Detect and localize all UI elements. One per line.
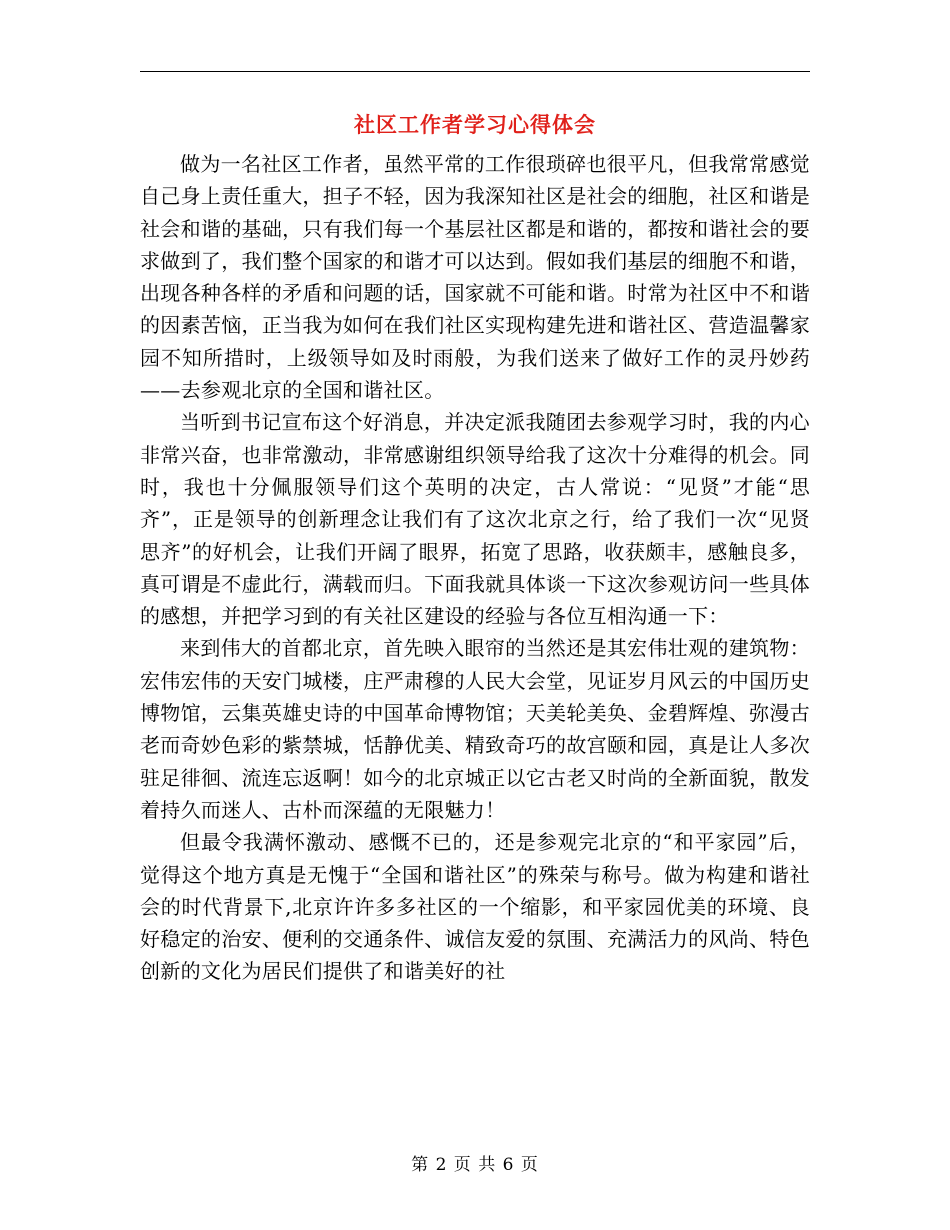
paragraph-2: 当听到书记宣布这个好消息，并决定派我随团去参观学习时，我的内心非常兴奋，也非常激动，非常感谢组织领导给我了这次十分难得的机会。同时，我也十分佩服领导们这个英明的决定，古人常说：“见贤”才能“思齐”，正是领导的创新理念让我们有了这次北京之行，给了我们一次“见贤思齐”的好机会，让我们开阔了眼界，拓宽了思路，收获颇丰，感触良多，真可谓是不虚此行，满载而归。下面我就具体谈一下这次参观访问一些具体的感想，并把学习到的有关社区建设的经验与各位互相沟通一下：	[140, 410, 810, 629]
document-title: 社区工作者学习心得体会	[354, 112, 596, 137]
paragraph-3: 来到伟大的首都北京，首先映入眼帘的当然还是其宏伟壮观的建筑物：宏伟宏伟的天安门城楼，庄严肃穆的人民大会堂，见证岁月风云的中国历史博物馆，云集英雄史诗的中国革命博物馆；天美轮美奂、金碧辉煌、弥漫古老而奇妙色彩的紫禁城，恬静优美、精致奇巧的故宫颐和园，真是让人多次驻足徘徊、流连忘返啊！如今的北京城正以它古老又时尚的全新面貌，散发着持久而迷人、古朴而深蕴的无限魅力！	[140, 636, 810, 822]
paragraph-1: 做为一名社区工作者，虽然平常的工作很琐碎也很平凡，但我常常感觉自己身上责任重大，担子不轻，因为我深知社区是社会的细胞，社区和谐是社会和谐的基础，只有我们每一个基层社区都是和谐的，都按和谐社会的要求做到了，我们整个国家的和谐才可以达到。假如我们基层的细胞不和谐，出现各种各样的矛盾和问题的话，国家就不可能和谐。时常为社区中不和谐的因素苦恼，正当我为如何在我们社区实现构建先进和谐社区、营造温馨家园不知所措时，上级领导如及时雨般，为我们送来了做好工作的灵丹妙药——去参观北京的全国和谐社区。	[140, 152, 810, 403]
document-body	[140, 148, 810, 988]
header-rule	[140, 71, 810, 72]
page-footer: 第 2 页 共 6 页	[411, 1155, 539, 1175]
paragraph-4: 但最令我满怀激动、感慨不已的，还是参观完北京的“和平家园”后，觉得这个地方真是无愧于“全国和谐社区”的殊荣与称号。做为构建和谐社会的时代背景下,北京许许多多社区的一个缩影，和平家园优美的环境、良好稳定的治安、便利的交通条件、诚信友爱的氛围、充满活力的风尚、特色创新的文化为居民们提供了和谐美好的社	[140, 830, 810, 984]
